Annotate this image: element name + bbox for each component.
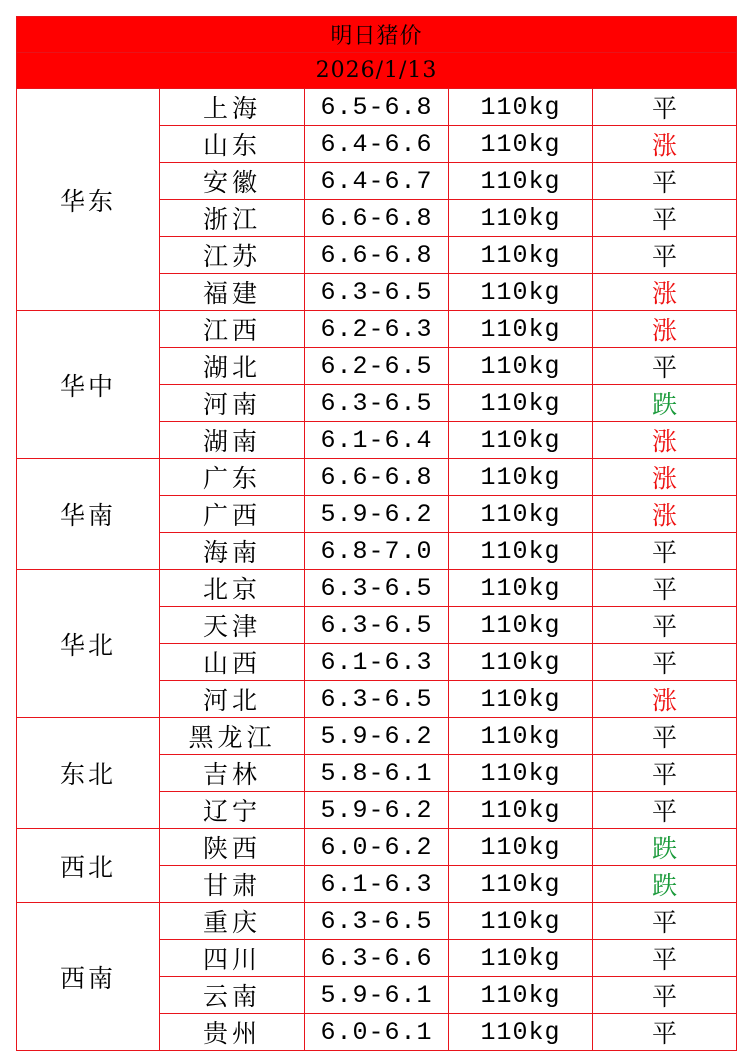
- trend-cell: 平: [593, 607, 737, 644]
- province-cell: 江苏: [160, 237, 305, 274]
- weight-cell: 110kg: [449, 977, 593, 1014]
- trend-cell: 涨: [593, 681, 737, 718]
- province-cell: 贵州: [160, 1014, 305, 1051]
- region-cell: 西北: [17, 829, 160, 903]
- weight-cell: 110kg: [449, 829, 593, 866]
- price-cell: 6.3-6.5: [305, 385, 449, 422]
- price-cell: 6.3-6.5: [305, 274, 449, 311]
- province-cell: 辽宁: [160, 792, 305, 829]
- trend-cell: 平: [593, 903, 737, 940]
- province-cell: 吉林: [160, 755, 305, 792]
- table-row: [17, 718, 737, 755]
- weight-cell: 110kg: [449, 681, 593, 718]
- weight-cell: 110kg: [449, 385, 593, 422]
- province-cell: 河南: [160, 385, 305, 422]
- region-cell: 华北: [17, 570, 160, 718]
- date-row: [17, 53, 737, 89]
- trend-cell: 平: [593, 1014, 737, 1051]
- price-cell: 6.3-6.5: [305, 681, 449, 718]
- trend-cell: 平: [593, 200, 737, 237]
- table-row: [17, 903, 737, 940]
- weight-cell: 110kg: [449, 89, 593, 126]
- province-cell: 福建: [160, 274, 305, 311]
- weight-cell: 110kg: [449, 126, 593, 163]
- province-cell: 山西: [160, 644, 305, 681]
- weight-cell: 110kg: [449, 533, 593, 570]
- weight-cell: 110kg: [449, 1014, 593, 1051]
- weight-cell: 110kg: [449, 866, 593, 903]
- table-row: [17, 459, 737, 496]
- weight-cell: 110kg: [449, 459, 593, 496]
- price-cell: 6.1-6.3: [305, 644, 449, 681]
- region-cell: 华南: [17, 459, 160, 570]
- table-row: [17, 829, 737, 866]
- trend-cell: 平: [593, 792, 737, 829]
- weight-cell: 110kg: [449, 903, 593, 940]
- region-cell: 华东: [17, 89, 160, 311]
- weight-cell: 110kg: [449, 496, 593, 533]
- table-date: 2026/1/13: [17, 53, 737, 89]
- price-cell: 6.3-6.5: [305, 570, 449, 607]
- price-cell: 6.1-6.4: [305, 422, 449, 459]
- trend-cell: 涨: [593, 422, 737, 459]
- price-cell: 6.8-7.0: [305, 533, 449, 570]
- province-cell: 天津: [160, 607, 305, 644]
- trend-cell: 平: [593, 163, 737, 200]
- price-cell: 6.2-6.3: [305, 311, 449, 348]
- trend-cell: 跌: [593, 866, 737, 903]
- province-cell: 黑龙江: [160, 718, 305, 755]
- province-cell: 海南: [160, 533, 305, 570]
- province-cell: 四川: [160, 940, 305, 977]
- trend-cell: 平: [593, 348, 737, 385]
- region-cell: 西南: [17, 903, 160, 1051]
- price-cell: 6.6-6.8: [305, 459, 449, 496]
- trend-cell: 平: [593, 533, 737, 570]
- table-row: [17, 570, 737, 607]
- region-cell: 华中: [17, 311, 160, 459]
- price-cell: 6.6-6.8: [305, 237, 449, 274]
- trend-cell: 跌: [593, 829, 737, 866]
- province-cell: 北京: [160, 570, 305, 607]
- trend-cell: 涨: [593, 311, 737, 348]
- price-cell: 5.9-6.2: [305, 718, 449, 755]
- weight-cell: 110kg: [449, 274, 593, 311]
- province-cell: 上海: [160, 89, 305, 126]
- weight-cell: 110kg: [449, 718, 593, 755]
- weight-cell: 110kg: [449, 200, 593, 237]
- trend-cell: 平: [593, 977, 737, 1014]
- province-cell: 甘肃: [160, 866, 305, 903]
- pig-price-table: [16, 16, 737, 1051]
- province-cell: 河北: [160, 681, 305, 718]
- province-cell: 广东: [160, 459, 305, 496]
- table-title: 明日猪价: [17, 17, 737, 53]
- weight-cell: 110kg: [449, 940, 593, 977]
- province-cell: 陕西: [160, 829, 305, 866]
- price-cell: 5.8-6.1: [305, 755, 449, 792]
- province-cell: 重庆: [160, 903, 305, 940]
- weight-cell: 110kg: [449, 237, 593, 274]
- price-cell: 6.4-6.7: [305, 163, 449, 200]
- price-cell: 6.6-6.8: [305, 200, 449, 237]
- trend-cell: 涨: [593, 459, 737, 496]
- trend-cell: 平: [593, 570, 737, 607]
- weight-cell: 110kg: [449, 422, 593, 459]
- price-cell: 5.9-6.1: [305, 977, 449, 1014]
- province-cell: 浙江: [160, 200, 305, 237]
- price-cell: 6.1-6.3: [305, 866, 449, 903]
- price-cell: 6.2-6.5: [305, 348, 449, 385]
- province-cell: 云南: [160, 977, 305, 1014]
- price-cell: 5.9-6.2: [305, 792, 449, 829]
- trend-cell: 平: [593, 89, 737, 126]
- trend-cell: 平: [593, 644, 737, 681]
- trend-cell: 涨: [593, 274, 737, 311]
- province-cell: 广西: [160, 496, 305, 533]
- province-cell: 山东: [160, 126, 305, 163]
- trend-cell: 跌: [593, 385, 737, 422]
- table-body: [17, 17, 737, 1051]
- trend-cell: 平: [593, 940, 737, 977]
- table-row: [17, 311, 737, 348]
- weight-cell: 110kg: [449, 311, 593, 348]
- weight-cell: 110kg: [449, 163, 593, 200]
- price-cell: 6.5-6.8: [305, 89, 449, 126]
- trend-cell: 平: [593, 755, 737, 792]
- trend-cell: 涨: [593, 126, 737, 163]
- table-row: [17, 89, 737, 126]
- province-cell: 安徽: [160, 163, 305, 200]
- price-cell: 6.0-6.1: [305, 1014, 449, 1051]
- trend-cell: 平: [593, 237, 737, 274]
- province-cell: 湖北: [160, 348, 305, 385]
- trend-cell: 涨: [593, 496, 737, 533]
- price-cell: 5.9-6.2: [305, 496, 449, 533]
- weight-cell: 110kg: [449, 792, 593, 829]
- price-cell: 6.3-6.6: [305, 940, 449, 977]
- weight-cell: 110kg: [449, 644, 593, 681]
- weight-cell: 110kg: [449, 570, 593, 607]
- price-cell: 6.4-6.6: [305, 126, 449, 163]
- title-row: [17, 17, 737, 53]
- price-cell: 6.3-6.5: [305, 903, 449, 940]
- trend-cell: 平: [593, 718, 737, 755]
- weight-cell: 110kg: [449, 348, 593, 385]
- price-cell: 6.3-6.5: [305, 607, 449, 644]
- region-cell: 东北: [17, 718, 160, 829]
- weight-cell: 110kg: [449, 607, 593, 644]
- province-cell: 湖南: [160, 422, 305, 459]
- weight-cell: 110kg: [449, 755, 593, 792]
- province-cell: 江西: [160, 311, 305, 348]
- price-cell: 6.0-6.2: [305, 829, 449, 866]
